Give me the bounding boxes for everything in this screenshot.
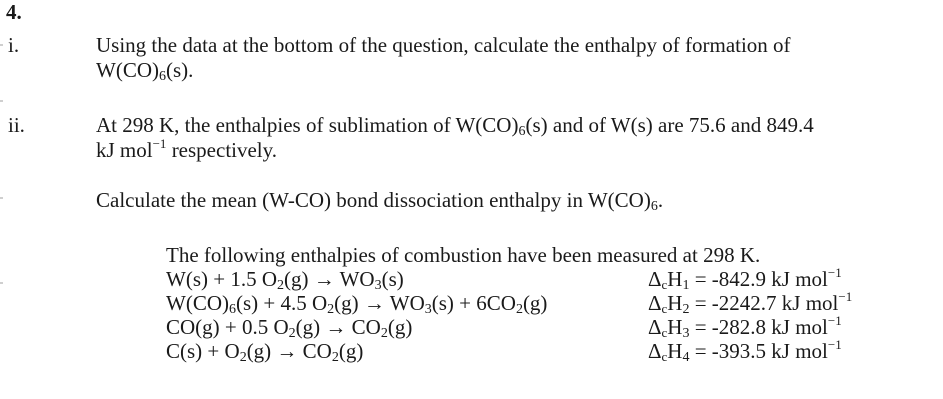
data-intro: The following enthalpies of combustion have been measured at 298 K.	[166, 243, 761, 267]
reaction-equation-1: W(s) + 1.5 $O_2(g) \to WO_3(s)$	[166, 267, 404, 293]
margin-mark	[0, 197, 3, 199]
reaction-equation-3: CO(g) + 0.5 $O_2(g) \to CO_2(g)$	[166, 315, 413, 341]
reaction-enthalpy-3: ΔcH$_3$ = -282.8 kJ mol$^{-1}$	[648, 313, 842, 341]
margin-mark	[0, 44, 3, 46]
part-ii-line-3: Calculate the mean (W-CO) bond dissociation enthalpy in $W(CO)_6$.	[96, 188, 664, 214]
part-i-line-1: Using the data at the bottom of the question, calculate the enthalpy of formation of	[96, 33, 791, 57]
question-number: 4.	[6, 0, 22, 24]
reaction-enthalpy-1: ΔcH$_1$ = -842.9 kJ mol$^{-1}$	[648, 265, 842, 293]
reaction-enthalpy-2: ΔcH$_2$ = -2242.7 kJ mol$^{-1}$	[648, 289, 853, 317]
part-ii-line-2: kJ mol$^{-1}$ respectively.	[96, 136, 278, 162]
reaction-enthalpy-4: ΔcH$_4$ = -393.5 kJ mol$^{-1}$	[648, 337, 842, 365]
margin-mark	[0, 100, 3, 102]
reaction-equation-2: $W(CO)_6(s) + 4.5$ $O_2(g) \to WO_3(s) + 6CO_2(g)$	[166, 291, 548, 317]
part-ii-line-1: At 298 K, the enthalpies of sublimation of $W(CO)_6(s)$ and of W(s) are 75.6 and 849.4	[96, 113, 814, 139]
part-i-label: i.	[8, 33, 20, 57]
part-ii-label: ii.	[8, 113, 25, 137]
margin-mark	[0, 282, 3, 284]
part-i-line-2: $W(CO)_6(s)$.	[96, 58, 194, 84]
reaction-equation-4: $C(s) + O_2(g) \to CO_2(g)$	[166, 339, 364, 365]
